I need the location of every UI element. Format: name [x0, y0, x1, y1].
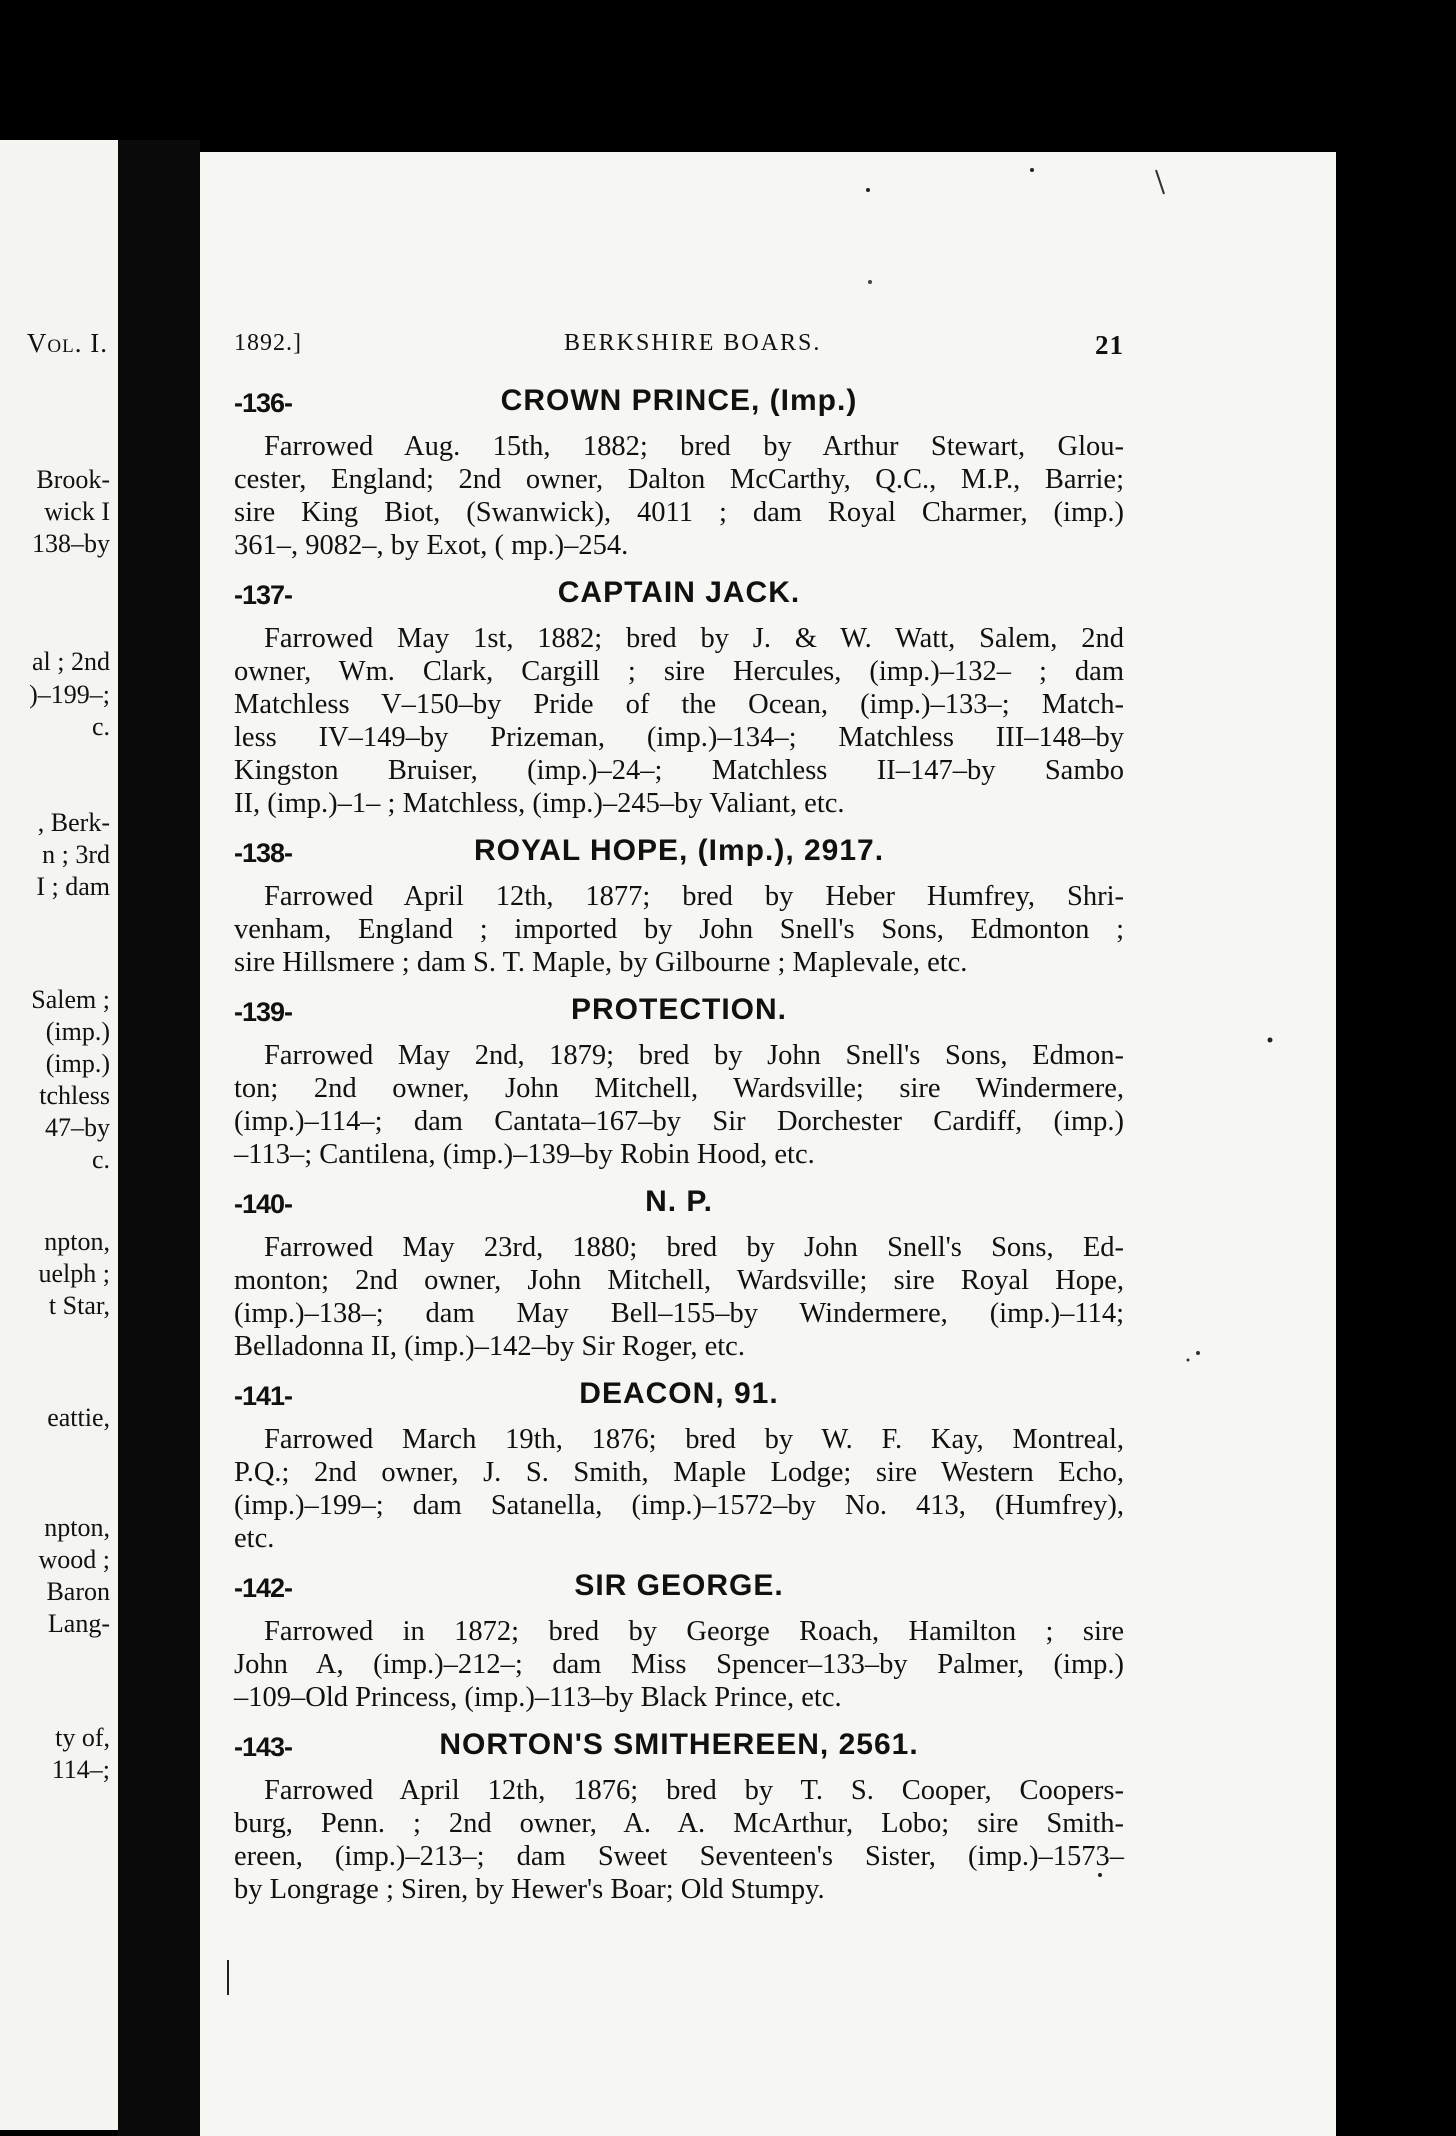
boar-entry	[234, 1728, 1124, 1906]
running-head-year: 1892.]	[234, 330, 302, 356]
previous-page-line: Baron	[46, 1577, 110, 1606]
entry-line: owner, Wm. Clark, Cargill ; sire Hercules, (imp.)–132– ; dam	[234, 656, 1124, 687]
entry-number: -140-	[234, 1189, 293, 1219]
page-number: 21	[1095, 330, 1124, 360]
entry-heading	[234, 1728, 1124, 1774]
boar-entry	[234, 1185, 1124, 1363]
running-head-title: BERKSHIRE BOARS.	[564, 330, 822, 356]
previous-page-line: tchless	[39, 1081, 110, 1110]
entry-heading	[234, 834, 1124, 880]
previous-page-header: Vol. I.	[26, 328, 108, 358]
entry-line: Farrowed April 12th, 1877; bred by Heber Humfrey, Shri-	[264, 881, 1124, 912]
entry-line: cester, England; 2nd owner, Dalton McCarthy, Q.C., M.P., Barrie;	[234, 464, 1124, 495]
entry-line: John A, (imp.)–212–; dam Miss Spencer–133–by Palmer, (imp.)	[234, 1649, 1124, 1680]
previous-page-line: ty of,	[55, 1723, 110, 1752]
entry-line: Farrowed May 23rd, 1880; bred by John Snell's Sons, Ed-	[264, 1232, 1124, 1263]
entry-description	[234, 430, 1124, 562]
entry-description	[234, 1615, 1124, 1714]
entry-line: (imp.)–138–; dam May Bell–155–by Windermere, (imp.)–114;	[234, 1298, 1124, 1329]
entry-line: sire Hillsmere ; dam S. T. Maple, by Gilbourne ; Maplevale, etc.	[234, 947, 968, 978]
previous-page-line: I ; dam	[36, 872, 110, 901]
previous-page-line: t Star,	[48, 1291, 110, 1320]
entry-name: ROYAL HOPE, (Imp.), 2917.	[473, 834, 885, 867]
entry-number: -141-	[234, 1381, 293, 1411]
previous-page-line: , Berk-	[37, 808, 110, 837]
previous-page-line: (imp.)	[45, 1017, 110, 1046]
entry-name: N. P.	[645, 1185, 713, 1218]
entry-line: monton; 2nd owner, John Mitchell, Wardsville; sire Royal Hope,	[234, 1265, 1124, 1296]
entry-line: ton; 2nd owner, John Mitchell, Wardsville; sire Windermere,	[234, 1073, 1124, 1104]
entry-name: CROWN PRINCE, (Imp.)	[500, 384, 858, 417]
previous-page-line: eattie,	[47, 1403, 110, 1432]
entry-heading	[234, 384, 1124, 430]
previous-page-line: wood ;	[38, 1545, 110, 1574]
entry-line: Kingston Bruiser, (imp.)–24–; Matchless II–147–by Sambo	[234, 755, 1124, 786]
previous-page-line: 114–;	[51, 1755, 110, 1784]
entry-line: (imp.)–114–; dam Cantata–167–by Sir Dorchester Cardiff, (imp.)	[234, 1106, 1124, 1137]
entry-line: sire King Biot, (Swanwick), 4011 ; dam Royal Charmer, (imp.)	[234, 497, 1124, 528]
boar-entry	[234, 576, 1124, 820]
boar-entry	[234, 993, 1124, 1171]
entry-line: Farrowed in 1872; bred by George Roach, Hamilton ; sire	[264, 1616, 1124, 1647]
boar-entry	[234, 834, 1124, 979]
entry-name: NORTON'S SMITHEREEN, 2561.	[439, 1728, 919, 1761]
entry-line: Farrowed May 2nd, 1879; bred by John Snell's Sons, Edmon-	[264, 1040, 1124, 1071]
entry-description	[234, 1231, 1124, 1363]
entry-number: -143-	[234, 1732, 293, 1762]
entry-line: ereen, (imp.)–213–; dam Sweet Seventeen's Sister, (imp.)–1573–	[234, 1841, 1124, 1872]
entry-line: 361–, 9082–, by Exot, ( mp.)–254.	[234, 530, 629, 561]
entry-line: burg, Penn. ; 2nd owner, A. A. McArthur, Lobo; sire Smith-	[234, 1808, 1124, 1839]
entry-line: P.Q.; 2nd owner, J. S. Smith, Maple Lodge; sire Western Echo,	[234, 1457, 1124, 1488]
entry-number: -139-	[234, 997, 293, 1027]
entry-name: CAPTAIN JACK.	[557, 576, 801, 609]
entry-name: DEACON, 91.	[579, 1377, 779, 1410]
book-page	[200, 152, 1336, 2136]
entry-heading	[234, 993, 1124, 1039]
entry-number: -138-	[234, 838, 293, 868]
entry-description	[234, 622, 1124, 820]
entry-number: -142-	[234, 1573, 293, 1603]
entry-line: etc.	[234, 1523, 275, 1554]
previous-page-fragment	[0, 140, 118, 2130]
previous-page-line: wick I	[44, 497, 110, 526]
entry-line: –109–Old Princess, (imp.)–113–by Black Prince, etc.	[234, 1682, 842, 1713]
entry-heading	[234, 1185, 1124, 1231]
previous-page-line: (imp.)	[45, 1049, 110, 1078]
entry-line: II, (imp.)–1– ; Matchless, (imp.)–245–by Valiant, etc.	[234, 788, 845, 819]
entry-description	[234, 1423, 1124, 1555]
previous-page-line: npton,	[44, 1227, 110, 1256]
entry-line: Matchless V–150–by Pride of the Ocean, (imp.)–133–; Match-	[234, 689, 1124, 720]
entry-line: Farrowed March 19th, 1876; bred by W. F. Kay, Montreal,	[264, 1424, 1124, 1455]
entry-description	[234, 880, 1124, 979]
entry-name: SIR GEORGE.	[574, 1569, 784, 1602]
entry-heading	[234, 1569, 1124, 1615]
entry-line: Farrowed April 12th, 1876; bred by T. S. Cooper, Coopers-	[264, 1775, 1124, 1806]
previous-page-line: 47–by	[45, 1113, 110, 1142]
entry-line: Farrowed May 1st, 1882; bred by J. & W. Watt, Salem, 2nd	[264, 623, 1124, 654]
entry-line: Belladonna II, (imp.)–142–by Sir Roger, etc.	[234, 1331, 745, 1362]
entry-number: -137-	[234, 580, 293, 610]
entry-line: venham, England ; imported by John Snell's Sons, Edmonton ;	[234, 914, 1124, 945]
entry-heading	[234, 576, 1124, 622]
previous-page-line: al ; 2nd	[32, 647, 110, 676]
entry-line: Farrowed Aug. 15th, 1882; bred by Arthur Stewart, Glou-	[264, 431, 1124, 462]
entry-line: –113–; Cantilena, (imp.)–139–by Robin Hood, etc.	[234, 1139, 815, 1170]
previous-page-line: n ; 3rd	[42, 840, 110, 869]
previous-page-line: Lang-	[47, 1609, 110, 1638]
book-gutter	[118, 140, 200, 2136]
running-head	[234, 330, 1124, 364]
entry-line: (imp.)–199–; dam Satanella, (imp.)–1572–by No. 413, (Humfrey),	[234, 1490, 1124, 1521]
previous-page-line: c.	[91, 1145, 110, 1174]
entry-description	[234, 1774, 1124, 1906]
previous-page-line: )–199–;	[29, 680, 110, 709]
previous-page-line: Brook-	[36, 465, 110, 494]
previous-page-line: npton,	[44, 1513, 110, 1542]
boar-entry	[234, 1569, 1124, 1714]
entry-number: -136-	[234, 388, 293, 418]
entry-name: PROTECTION.	[570, 993, 787, 1026]
entry-description	[234, 1039, 1124, 1171]
previous-page-line: 138–by	[32, 529, 110, 558]
previous-page-line: c.	[91, 712, 110, 741]
entry-line: less IV–149–by Prizeman, (imp.)–134–; Matchless III–148–by	[234, 722, 1124, 753]
previous-page-line: Salem ;	[31, 985, 110, 1014]
boar-entry	[234, 1377, 1124, 1555]
previous-page-line: uelph ;	[38, 1259, 110, 1288]
entry-line: by Longrage ; Siren, by Hewer's Boar; Old Stumpy.	[234, 1874, 825, 1905]
entry-heading	[234, 1377, 1124, 1423]
entries-list	[234, 384, 1124, 1920]
boar-entry	[234, 384, 1124, 562]
